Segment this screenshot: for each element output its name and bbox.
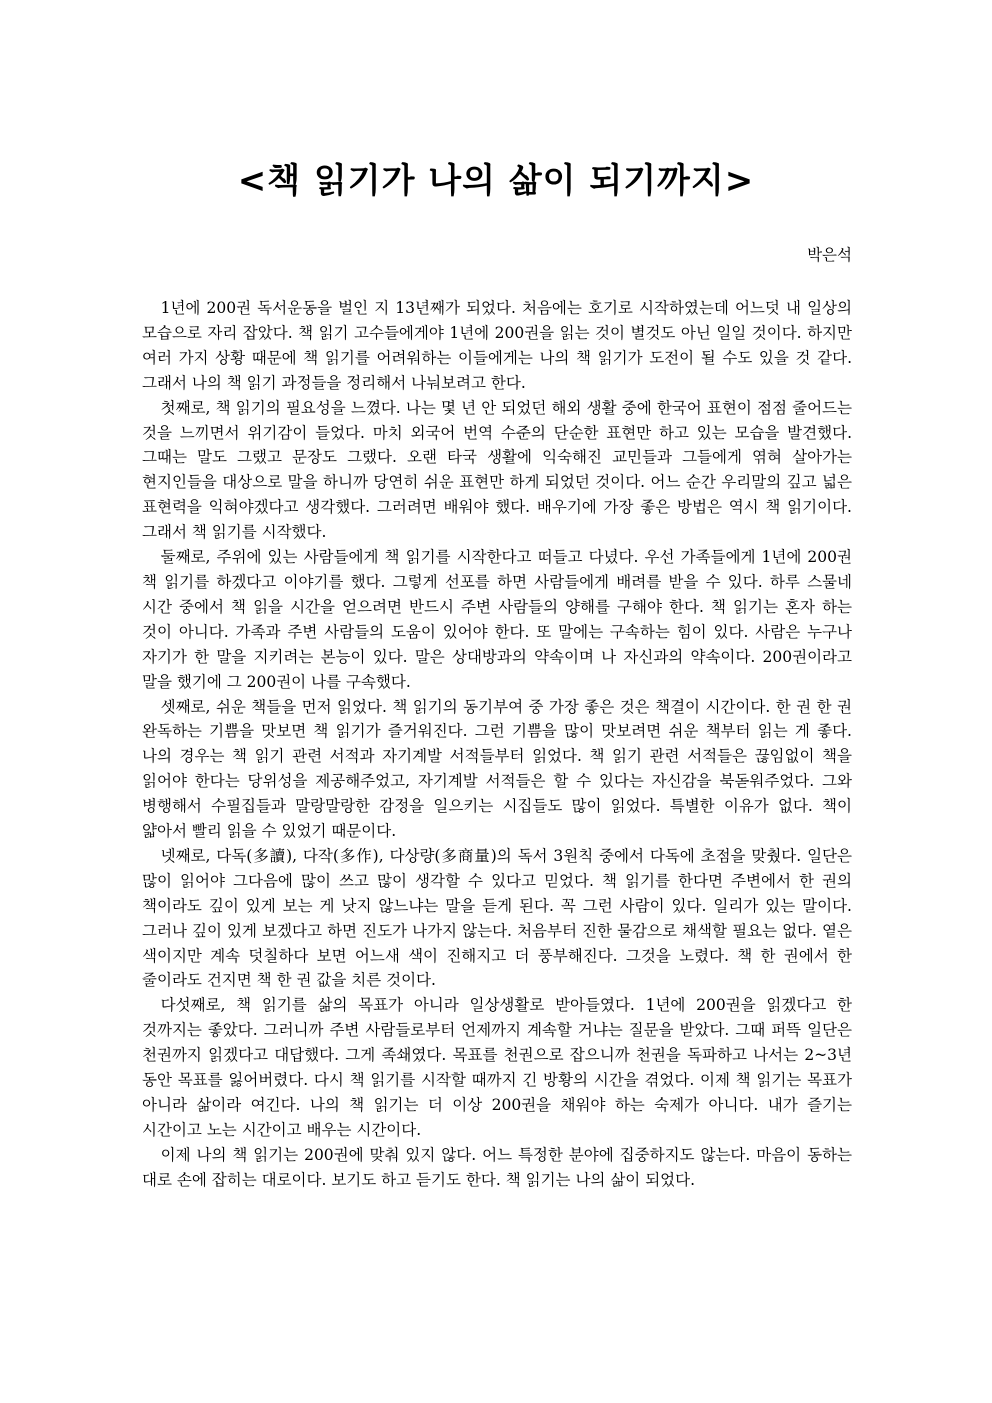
document-title: <책 읽기가 나의 삶이 되기까지> bbox=[237, 161, 755, 201]
document-body bbox=[142, 296, 852, 1193]
paragraph: 둘째로, 주위에 있는 사람들에게 책 읽기를 시작한다고 떠들고 다녔다. 우선 가족들에게 1년에 200권 책 읽기를 하겠다고 이야기를 했다. 그렇게 선포를 하면 사람들에게 배려를 받을 수 있다. 하루 스물네 시간 중에서 책 읽을 시간을 얻으려면 반드시 주변 사람들의 양해를 구해야 한다. 책 읽기는 혼자 하는 것이 아니다. 가족과 주변 사람들의 도움이 있어야 한다. 또 말에는 구속하는 힘이 있다. 사람은 누구나 자기가 한 말을 지키려는 본능이 있다. 말은 상대방과의 약속이며 나 자신과의 약속이다. 200권이라고 말을 했기에 그 200권이 나를 구속했다. bbox=[142, 548, 852, 691]
author-name: 박은석 bbox=[807, 246, 852, 264]
paragraph: 다섯째로, 책 읽기를 삶의 목표가 아니라 일상생활로 받아들였다. 1년에 200권을 읽겠다고 한 것까지는 좋았다. 그러니까 주변 사람들로부터 언제까지 계속할 거냐는 질문을 받았다. 그때 퍼뜩 일단은 천권까지 읽겠다고 대답했다. 그게 족쇄였다. 목표를 천권으로 잡으니까 천권을 독파하고 나서는 2~3년 동안 목표를 잃어버렸다. 다시 책 읽기를 시작할 때까지 긴 방황의 시간을 겪었다. 이제 책 읽기는 목표가 아니라 삶이라 여긴다. 나의 책 읽기는 더 이상 200권을 채워야 하는 숙제가 아니다. 내가 즐기는 시간이고 노는 시간이고 배우는 시간이다. bbox=[142, 996, 852, 1139]
paragraph: 1년에 200권 독서운동을 벌인 지 13년째가 되었다. 처음에는 호기로 시작하였는데 어느덧 내 일상의 모습으로 자리 잡았다. 책 읽기 고수들에게야 1년에 200권을 읽는 것이 별것도 아닌 일일 것이다. 하지만 여러 가지 상황 때문에 책 읽기를 어려워하는 이들에게는 나의 책 읽기가 도전이 될 수도 있을 것 같다. 그래서 나의 책 읽기 과정들을 정리해서 나눠보려고 한다. bbox=[142, 299, 852, 392]
paragraph: 첫째로, 책 읽기의 필요성을 느꼈다. 나는 몇 년 안 되었던 해외 생활 중에 한국어 표현이 점점 줄어드는 것을 느끼면서 위기감이 들었다. 마치 외국어 번역 수준의 단순한 표현만 하고 있는 모습을 발견했다. 그때는 말도 그랬고 문장도 그랬다. 오랜 타국 생활에 익숙해진 교민들과 그들에게 엮혀 살아가는 현지인들을 대상으로 말을 하니까 당연히 쉬운 표현만 하게 되었던 것이다. 어느 순간 우리말의 깊고 넓은 표현력을 익혀야겠다고 생각했다. 그러려면 배워야 했다. 배우기에 가장 좋은 방법은 역시 책 읽기이다. 그래서 책 읽기를 시작했다. bbox=[142, 398, 852, 542]
paragraph: 이제 나의 책 읽기는 200권에 맞춰 있지 않다. 어느 특정한 분야에 집중하지도 않는다. 마음이 동하는 대로 손에 잡히는 대로이다. 보기도 하고 듣기도 한다. 책 읽기는 나의 삶이 되었다. bbox=[142, 1145, 852, 1189]
paragraph: 넷째로, 다독(多讀), 다작(多作), 다상량(多商量)의 독서 3원칙 중에서 다독에 초점을 맞췄다. 일단은 많이 읽어야 그다음에 많이 쓰고 많이 생각할 수 있다고 믿었다. 책 읽기를 한다면 주변에서 한 권의 책이라도 깊이 있게 보는 게 낫지 않느냐는 말을 듣게 된다. 꼭 그런 사람이 있다. 일리가 있는 말이다. 그러나 깊이 있게 보겠다고 하면 진도가 나가지 않는다. 처음부터 진한 물감으로 채색할 필요는 없다. 옅은 색이지만 계속 덧칠하다 보면 어느새 색이 진해지고 더 풍부해진다. 그것을 노렸다. 책 한 권에서 한 줄이라도 건지면 책 한 권 값을 치른 것이다. bbox=[142, 846, 852, 990]
paragraph: 셋째로, 쉬운 책들을 먼저 읽었다. 책 읽기의 동기부여 중 가장 좋은 것은 책결이 시간이다. 한 권 한 권 완독하는 기쁨을 맛보면 책 읽기가 즐거워진다. 그런 기쁨을 많이 맛보려면 쉬운 책부터 읽는 게 좋다. 나의 경우는 책 읽기 관련 서적과 자기계발 서적들부터 읽었다. 책 읽기 관련 서적들은 끊임없이 책을 읽어야 한다는 당위성을 제공해주었고, 자기계발 서적들은 할 수 있다는 자신감을 북돋워주었다. 그와 병행해서 수필집들과 말랑말랑한 감정을 일으키는 시집들도 많이 읽었다. 특별한 이유가 없다. 책이 얇아서 빨리 읽을 수 있었기 때문이다. bbox=[142, 697, 852, 841]
